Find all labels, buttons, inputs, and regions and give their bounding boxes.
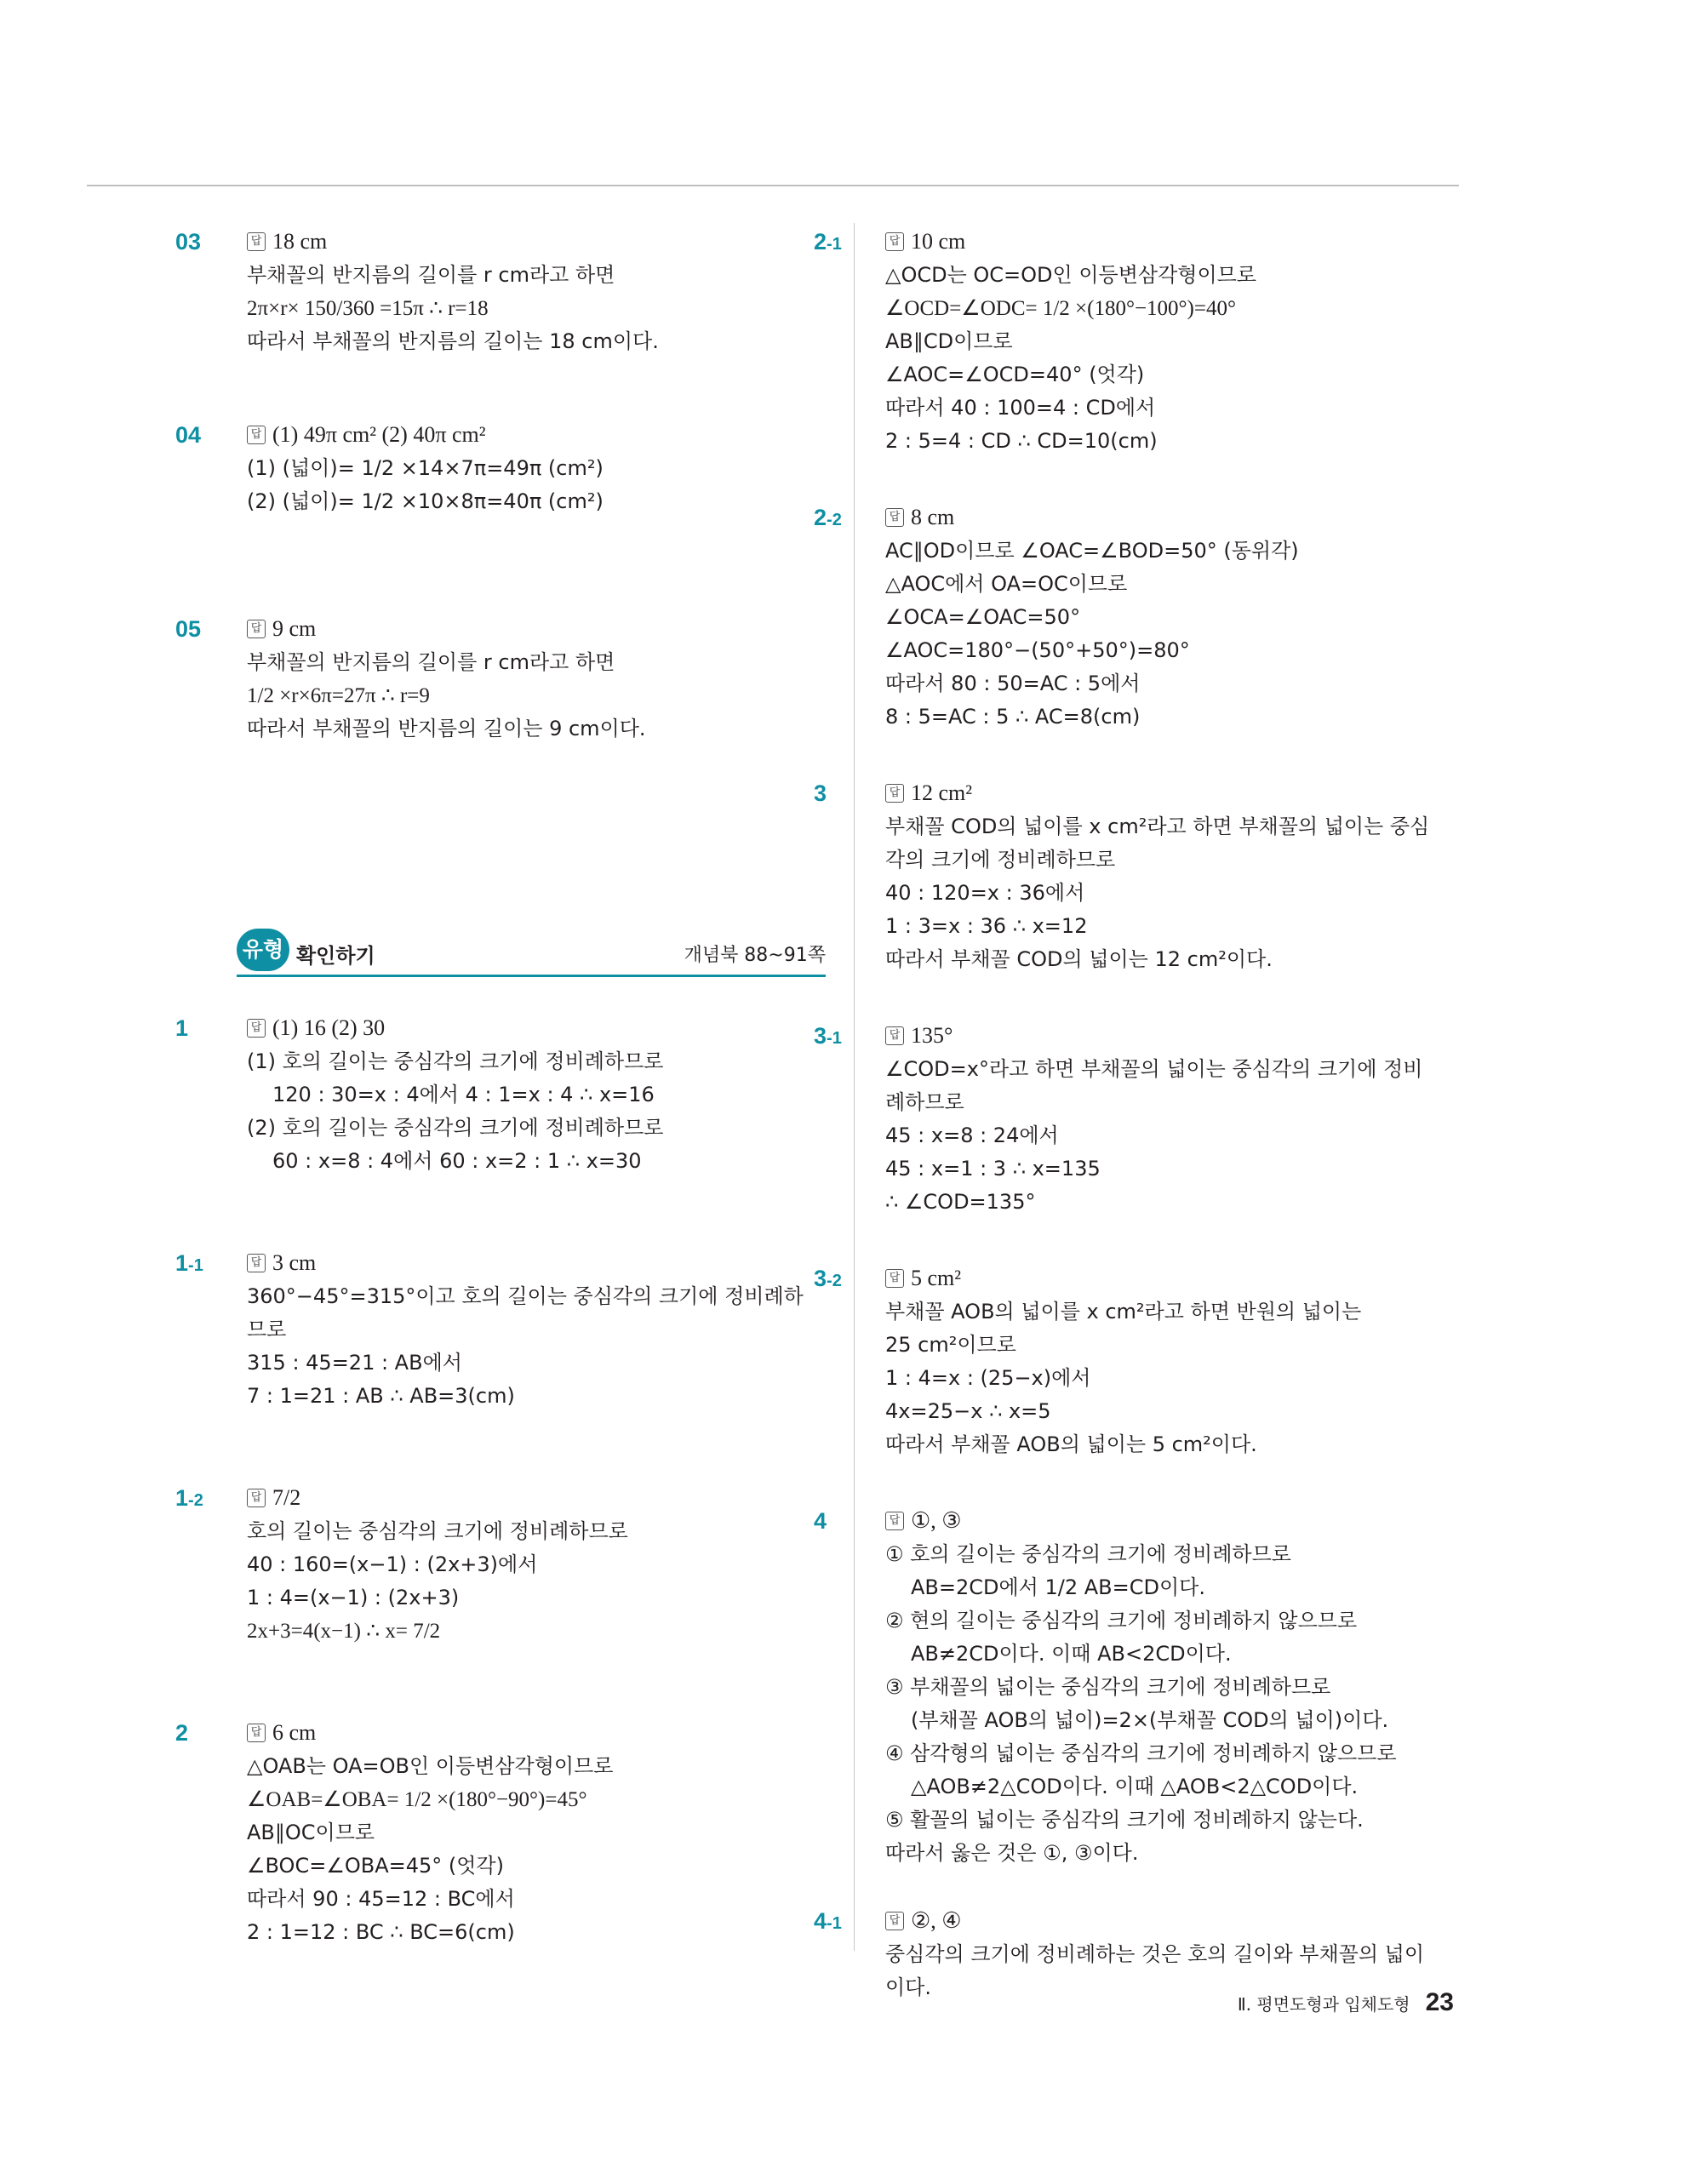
problem [175, 612, 826, 746]
solution-line: 이다. [885, 1975, 931, 1999]
answer-icon: 답 [247, 232, 266, 251]
answer-value: 6 cm [272, 1720, 317, 1745]
solution-line: AB∥CD이므로 [885, 329, 1013, 353]
problem-number: 3 [814, 780, 827, 806]
left-problems-b [175, 1011, 826, 1949]
section-header [237, 929, 826, 977]
answer-icon: 답 [885, 1026, 904, 1045]
solution-line: ⑤ 활꼴의 넓이는 중심각의 크기에 정비례하지 않는다. [885, 1808, 1364, 1832]
solution-line: 따라서 옳은 것은 ①, ③이다. [885, 1841, 1139, 1865]
answer-value: ②, ④ [911, 1908, 962, 1933]
solution-line: 각의 크기에 정비례하므로 [885, 848, 1116, 872]
problem [814, 1019, 1464, 1219]
answer-line [247, 1246, 826, 1280]
solution-line: 2 : 5=4 : CD ∴ CD=10(cm) [885, 429, 1158, 453]
answer-icon: 답 [247, 620, 266, 638]
answer-line [247, 1481, 826, 1515]
solution-line: 2 : 1=12 : BC ∴ BC=6(cm) [247, 1920, 515, 1944]
answer-line [885, 776, 1464, 810]
answer-value: 12 cm² [911, 780, 973, 805]
solution-line: AB=2CD에서 1/2 AB=CD이다. [911, 1575, 1205, 1599]
solution-line: (2) 호의 길이는 중심각의 크기에 정비례하므로 [247, 1116, 664, 1140]
solution-line: 1/2 ×r×6π=27π ∴ r=9 [247, 684, 430, 707]
solution-line: 부채꼴 COD의 넓이를 x cm²라고 하면 부채꼴의 넓이는 중심 [885, 815, 1430, 838]
problem-number: 05 [175, 616, 202, 642]
answer-icon: 답 [247, 1724, 266, 1742]
answer-line [247, 225, 826, 259]
solution-line: 8 : 5=AC : 5 ∴ AC=8(cm) [885, 705, 1141, 729]
solution-line: 따라서 90 : 45=12 : BC에서 [247, 1887, 515, 1911]
solution-line: 므로 [247, 1318, 287, 1341]
solution-line: 25 cm²이므로 [885, 1333, 1016, 1357]
solution-line: ∠OCD=∠ODC= 1/2 ×(180°−100°)=40° [885, 297, 1236, 320]
section-title: 확인하기 [296, 944, 375, 968]
solution-line: 2π×r× 150/360 =15π ∴ r=18 [247, 297, 489, 320]
page-number: 23 [1425, 1988, 1454, 2016]
problem [814, 1504, 1464, 1870]
column-divider [854, 223, 855, 1951]
solution-line: 부채꼴의 반지름의 길이를 r cm라고 하면 [247, 650, 615, 674]
problem [175, 1716, 826, 1949]
solution-line: AB≠2CD이다. 이때 AB<2CD이다. [911, 1642, 1232, 1666]
answer-icon: 답 [885, 1912, 904, 1930]
answer-icon: 답 [247, 426, 266, 444]
solution-line: 120 : 30=x : 4에서 4 : 1=x : 4 ∴ x=16 [272, 1083, 655, 1106]
problem [175, 1481, 826, 1648]
solution-line: △AOB≠2△COD이다. 이때 △AOB<2△COD이다. [911, 1775, 1359, 1798]
solution-line: 4x=25−x ∴ x=5 [885, 1399, 1051, 1423]
solution-line: AB∥OC이므로 [247, 1821, 375, 1844]
solution-line: 따라서 부채꼴 COD의 넓이는 12 cm²이다. [885, 947, 1273, 971]
answer-line [885, 1019, 1464, 1053]
answer-value: 3 cm [272, 1250, 317, 1275]
problem [814, 776, 1464, 976]
problem-number: 1-1 [175, 1250, 203, 1276]
solution-line: 따라서 부채꼴의 반지름의 길이는 18 cm이다. [247, 329, 659, 353]
answer-icon: 답 [885, 1512, 904, 1530]
solution-line: 따라서 80 : 50=AC : 5에서 [885, 672, 1141, 695]
problem [814, 1261, 1464, 1461]
answer-value: 5 cm² [911, 1266, 962, 1290]
problem [175, 418, 826, 518]
answer-line [247, 1716, 826, 1750]
solution-line: 315 : 45=21 : AB에서 [247, 1351, 462, 1375]
solution-line: ∠BOC=∠OBA=45° (엇각) [247, 1854, 504, 1878]
problem-number: 2 [175, 1720, 189, 1746]
solution-line: ③ 부채꼴의 넓이는 중심각의 크기에 정비례하므로 [885, 1675, 1331, 1699]
section-reference: 개념북 88~91쪽 [684, 945, 826, 966]
answer-icon: 답 [885, 508, 904, 527]
problem-number: 2-2 [814, 505, 842, 530]
solution-line: ② 현의 길이는 중심각의 크기에 정비례하지 않으므로 [885, 1609, 1358, 1632]
answer-line [247, 1011, 826, 1045]
solution-line: ∠OAB=∠OBA= 1/2 ×(180°−90°)=45° [247, 1788, 587, 1811]
solution-line: ④ 삼각형의 넓이는 중심각의 크기에 정비례하지 않으므로 [885, 1741, 1397, 1765]
solution-line: 45 : x=8 : 24에서 [885, 1123, 1059, 1147]
problem-number: 03 [175, 229, 202, 254]
solution-line: ∠OCA=∠OAC=50° [885, 605, 1081, 629]
answer-line [885, 1504, 1464, 1538]
page-footer [1238, 1988, 1454, 2017]
solution-line: ∠AOC=180°−(50°+50°)=80° [885, 638, 1190, 662]
solution-line: 호의 길이는 중심각의 크기에 정비례하므로 [247, 1519, 628, 1543]
problem-number: 2-1 [814, 229, 842, 254]
answer-value: 135° [911, 1023, 953, 1048]
answer-value: 18 cm [272, 229, 328, 254]
answer-value: ①, ③ [911, 1508, 962, 1533]
footer-chapter: Ⅱ. 평면도형과 입체도형 [1237, 1994, 1410, 2015]
solution-line: 부채꼴 AOB의 넓이를 x cm²라고 하면 반원의 넓이는 [885, 1300, 1362, 1324]
solution-line: 60 : x=8 : 4에서 60 : x=2 : 1 ∴ x=30 [272, 1149, 642, 1173]
answer-line [247, 612, 826, 646]
solution-line: 1 : 3=x : 36 ∴ x=12 [885, 914, 1088, 938]
right-column [814, 225, 1464, 2004]
problem [814, 225, 1464, 458]
solution-line: (1) (넓이)= 1/2 ×14×7π=49π (cm²) [247, 456, 604, 480]
solution-line: ① 호의 길이는 중심각의 크기에 정비례하므로 [885, 1542, 1291, 1566]
solution-line: ∠AOC=∠OCD=40° (엇각) [885, 363, 1145, 386]
answer-line [885, 500, 1464, 535]
problem [175, 1246, 826, 1413]
solution-line: (2) (넓이)= 1/2 ×10×8π=40π (cm²) [247, 489, 604, 513]
solution-line: △OCD는 OC=OD인 이등변삼각형이므로 [885, 263, 1256, 287]
solution-line: ∠COD=x°라고 하면 부채꼴의 넓이는 중심각의 크기에 정비 [885, 1057, 1423, 1081]
answer-value: 8 cm [911, 505, 955, 529]
solution-line: 40 : 120=x : 36에서 [885, 881, 1085, 905]
answer-icon: 답 [885, 1269, 904, 1288]
solution-line: 45 : x=1 : 3 ∴ x=135 [885, 1157, 1101, 1181]
solution-line: 따라서 부채꼴의 반지름의 길이는 9 cm이다. [247, 717, 646, 740]
answer-value: 9 cm [272, 616, 317, 641]
problem-number: 1 [175, 1015, 189, 1041]
top-rule [87, 185, 1459, 186]
left-problems-a [175, 225, 826, 746]
problem [175, 225, 826, 358]
solution-line: 따라서 40 : 100=4 : CD에서 [885, 396, 1156, 420]
solution-line: AC∥OD이므로 ∠OAC=∠BOD=50° (동위각) [885, 539, 1299, 563]
solution-line: 2x+3=4(x−1) ∴ x= 7/2 [247, 1620, 441, 1643]
solution-line: 중심각의 크기에 정비례하는 것은 호의 길이와 부채꼴의 넓이 [885, 1942, 1425, 1966]
answer-icon: 답 [247, 1489, 266, 1507]
solution-line: 따라서 부채꼴 AOB의 넓이는 5 cm²이다. [885, 1432, 1257, 1456]
problem-number: 3-2 [814, 1266, 842, 1291]
right-problems [814, 225, 1464, 2004]
answer-line [885, 225, 1464, 259]
problem [814, 500, 1464, 734]
problem-number: 4 [814, 1508, 827, 1534]
answer-line [247, 418, 826, 452]
answer-line [885, 1261, 1464, 1295]
problem [175, 1011, 826, 1178]
solution-line: 40 : 160=(x−1) : (2x+3)에서 [247, 1552, 538, 1576]
answer-value: 10 cm [911, 229, 966, 254]
answer-icon: 답 [885, 232, 904, 251]
solution-line: 360°−45°=315°이고 호의 길이는 중심각의 크기에 정비례하 [247, 1284, 804, 1308]
section-badge: 유형 [237, 929, 289, 971]
answer-icon: 답 [885, 784, 904, 803]
answer-value: 7/2 [272, 1485, 301, 1510]
solution-line: 부채꼴의 반지름의 길이를 r cm라고 하면 [247, 263, 615, 287]
answer-icon: 답 [247, 1019, 266, 1038]
solution-line: 7 : 1=21 : AB ∴ AB=3(cm) [247, 1384, 515, 1408]
left-column [175, 225, 826, 1949]
problem-number: 4-1 [814, 1908, 842, 1934]
problem-number: 04 [175, 422, 202, 448]
solution-line: 1 : 4=x : (25−x)에서 [885, 1366, 1091, 1390]
solution-line: (부채꼴 AOB의 넓이)=2×(부채꼴 COD의 넓이)이다. [911, 1708, 1389, 1732]
solution-line: △OAB는 OA=OB인 이등변삼각형이므로 [247, 1754, 614, 1778]
problem-number: 3-1 [814, 1023, 842, 1049]
answer-value: (1) 49π cm² (2) 40π cm² [272, 422, 486, 447]
solution-line: 례하므로 [885, 1090, 964, 1114]
solution-line: (1) 호의 길이는 중심각의 크기에 정비례하므로 [247, 1049, 664, 1073]
answer-value: (1) 16 (2) 30 [272, 1015, 386, 1040]
answer-line [885, 1904, 1464, 1938]
solution-line: 1 : 4=(x−1) : (2x+3) [247, 1586, 460, 1609]
solution-line: △AOC에서 OA=OC이므로 [885, 572, 1128, 596]
answer-icon: 답 [247, 1254, 266, 1272]
solution-line: ∴ ∠COD=135° [885, 1190, 1036, 1214]
problem-number: 1-2 [175, 1485, 203, 1511]
